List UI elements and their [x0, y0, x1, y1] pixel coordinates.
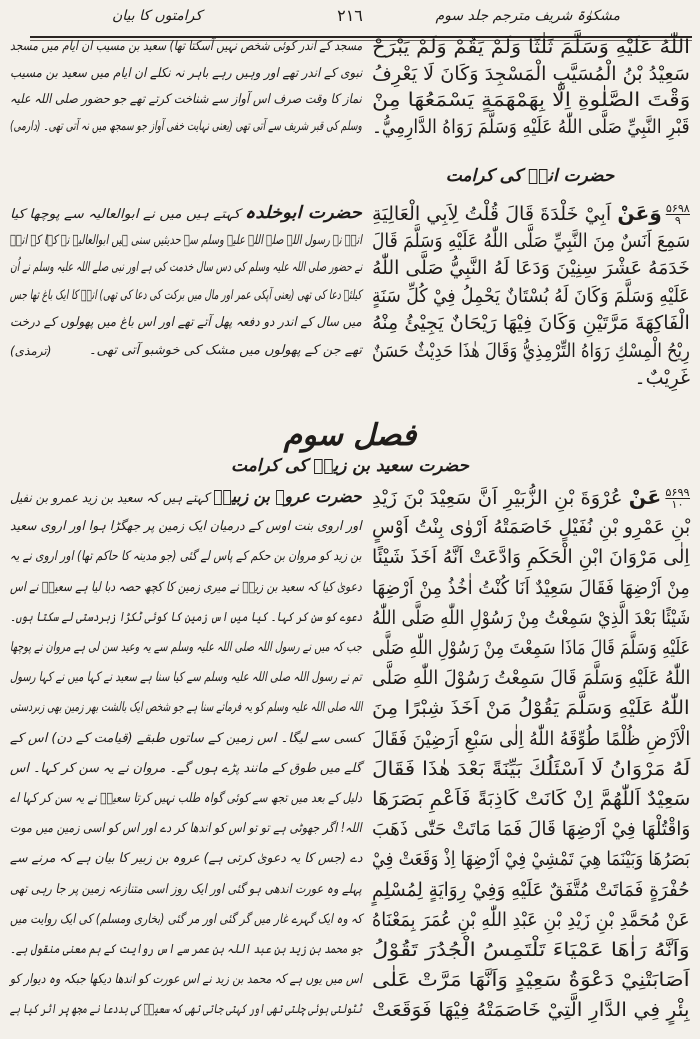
line-text: شَيْئًا بَعْدَ الَّذِيْ سَمِعْتُ مِنْ رَسُوْلِ اللّٰهِ صَلَّى اللّٰهُ	[371, 606, 690, 629]
hadith-number	[666, 487, 690, 510]
line-text: مِنْ اَرْضِهَا فَقَالَ سَعِيْدٌ اَنَا كُنْتُ اٰخُذُ مِنْ اَرْضِهَا	[372, 576, 690, 599]
line-text: الْفَاكِهَةَ مَرَّتَيْنِ وَكَانَ فِيْهَا رَيْحَانٌ يَجِيْئُ مِنْهُ	[372, 312, 690, 334]
lead-words: عَنْ	[629, 485, 662, 509]
line-text: دلیل کے بعد میں تجھ سے کوئی گواہ طلب نہیں کرتا سعیدؓ نے یہ سن کر کہا اے	[9, 791, 362, 806]
text-line	[372, 227, 690, 255]
line-text: سَعِيْدٌ اَللّٰهُمَّ اِنْ كَانَتْ كَاذِبَةً فَاَعْمِ بَصَرَهَا	[371, 788, 690, 810]
text-line	[10, 815, 362, 843]
text-line	[10, 876, 362, 904]
line-text: اللّٰهُ عَلَيْهِ وَسَلَّمَ يَقُوْلُ مَنْ اَخَذَ شِبْرًا مِنَ	[372, 697, 690, 720]
citation: (ترمذی)	[10, 343, 52, 358]
text-line	[372, 664, 690, 692]
text-line	[372, 694, 690, 722]
line-text: نماز کا وقت صرف اس آواز سے شناخت کرتے تھے جو حضور صلی اللہ علیہ	[10, 92, 362, 107]
text-line	[372, 483, 690, 511]
book-title: مشکوٰۃ شریف مترجم جلد سوم	[435, 8, 620, 24]
text-line	[10, 634, 362, 662]
text-line	[372, 936, 690, 964]
line-text: بْنِ عَمْرِو بْنِ نُفَيْلٍ خَاصَمَتْهُ اَرْوٰى بِنْتُ اَوْسٍ	[371, 516, 690, 539]
line-text: مسجد کے اندر کوئی شخص نہیں آسکتا تھا) سعید بن مسیب ان ایام میں مسجد	[9, 39, 362, 54]
text-line	[10, 282, 362, 310]
line-text: کسی سے لیگا۔ اس زمین کے ساتوں طبقے (قیامت کے دن) اس کے	[9, 730, 362, 746]
line-text: بِئْرٍ فِي الدَّارِ الَّتِيْ خَاصَمَتْهُ فِيْهَا فَوَقَعَتْ	[372, 999, 690, 1022]
hadith-number-sub: ۹	[675, 214, 682, 227]
text-line	[372, 604, 690, 632]
text-line	[10, 906, 362, 934]
line-text: قَبْرِ النَّبِيِّ صَلَّى اللّٰهُ عَلَيْهِ وَسَلَّمَ رَوَاهُ الدَّارِمِيُّ۔	[372, 116, 690, 139]
section-title: فصل سوم	[283, 418, 417, 453]
line-text: اللّٰهُ عَلَيْهِ وَسَلَّمَ قَالَ سَمِعْتُ رَسُوْلَ اللّٰهِ صَلَّى	[371, 667, 690, 690]
line-text: وَاَنَّهُ رَاٰهَا عَمْيَاءَ تَلْتَمِسُ الْجُدُرَ تَقُوْلُ	[372, 939, 690, 961]
text-line	[372, 725, 690, 753]
text-line	[372, 574, 690, 602]
line-text: الْاَرْضِ ظُلْمًا طُوِّقَهُ اللّٰهُ اِلٰى سَبْعِ اَرَضِيْنَ فَقَالَ	[371, 727, 690, 750]
chapter-title: کرامتوں کا بیان	[112, 8, 203, 24]
text-line	[10, 785, 362, 813]
text-line	[372, 337, 690, 365]
text-line	[371, 785, 690, 813]
line-text: غَرِيْبٌ۔	[634, 367, 690, 389]
line-text: وسلم کی قبر شریف سے آتی تھی (یعنی نہایت خفی آواز جو سمجھ میں نہ آتی تھی۔ (دارمی)	[10, 118, 362, 134]
text-line	[10, 845, 362, 873]
text-line	[10, 86, 362, 114]
hadith-number-sub: ۱۰	[671, 498, 684, 511]
text-line	[372, 282, 690, 310]
text-line	[372, 966, 690, 994]
text-line	[10, 113, 362, 141]
line-text: انسؓ نے رسول اللہ صلے اللہ علیہ وسلم سے حدیثیں سنی ہیں ابوالعالیہ نے کہا کہ انسؓ	[10, 232, 362, 248]
text-line	[10, 936, 362, 964]
line-text: وَاقْتُلْهَا فِيْ اَرْضِهَا قَالَ فَمَا مَاتَتْ حَتّٰى ذَهَبَ	[371, 818, 690, 841]
text-line	[10, 483, 362, 511]
text-line	[372, 33, 690, 61]
text-line	[372, 513, 690, 541]
line-text: نبوی کے اندر تھے اور وہیں رہے باہر نہ نکلے ان ایام میں سعید بن مسیب	[9, 65, 362, 81]
hadith-number-main: ۵۶۹۹	[665, 486, 690, 499]
line-text: عَلَيْهِ وَسَلَّمَ قَالَ مَاذَا سَمِعْتَ مِنْ رَسُوْلِ اللّٰهِ صَلَّى	[371, 637, 690, 659]
text-line	[10, 604, 362, 632]
text-line	[372, 845, 690, 873]
line-text: اللہ صلی اللہ علیہ وسلم کو یہ فرماتے سنا ہے جو شخص ایک بالشت بھر زمین بھی زبردستی	[9, 700, 362, 716]
text-line	[372, 996, 690, 1024]
line-text: اور اروی بنت اوس کے درمیان ایک زمین پر جھگڑا ہوا اور اروی سعید	[10, 519, 362, 535]
text-line	[10, 513, 362, 541]
text-line	[372, 113, 690, 141]
line-text: پہلے وہ عورت اندھی ہو گئی اور ایک روز اسی متنازعہ زمین پر جا رہی تھی	[10, 881, 362, 897]
heading-saeed-karamat: حضرت سعید بن زیدؓ کی کرامت	[231, 456, 469, 476]
text-line	[372, 755, 690, 783]
text-line	[89, 337, 362, 365]
line-text: رِيْحُ الْمِسْكِ رَوَاهُ التِّرْمِذِيُّ وَقَالَ هٰذَا حَدِيْثٌ حَسَنٌ	[372, 339, 690, 362]
text-line	[372, 86, 690, 114]
text-line	[10, 543, 362, 571]
text-line	[10, 694, 362, 722]
line-text: جب کہ میں نے رسول اللہ صلی اللہ علیہ وسلم سے یہ وعید سن لی ہے مروان نے پوچھا	[10, 640, 362, 655]
line-text: بَصَرُهَا وَبَيْنَمَا هِيَ تَمْشِيْ فِيْ اَرْضِهَا اِذْ وَقَعَتْ فِيْ	[372, 848, 690, 871]
line-text: کہتے ہیں میں نے ابوالعالیہ سے پوچھا کیا	[10, 207, 241, 222]
line-text: جو محمد بن زید بن عبد اللہ بن عمر سے اس روایت کے ہم معنی منقول ہے۔	[9, 942, 362, 957]
line-text: اَصَابَتْنِيْ دَعْوَةُ سَعِيْدٍ وَاَنَّهَا مَرَّتْ عَلٰى	[372, 969, 690, 992]
line-text: اس میں یوں ہے کہ محمد بن زید نے اس عورت کو اندھا دیکھا جبکہ وہ دیوار کو	[10, 972, 362, 988]
line-text: حُفْرَةٍ فَمَاتَتْ مُتَّفَقٌ عَلَيْهِ وَفِيْ رِوَايَةٍ لِمُسْلِمٍ	[372, 878, 690, 901]
text-line	[635, 364, 691, 392]
line-text: عُرْوَةَ بْنِ الزُّبَيْرِ اَنَّ سَعِيْدَ بْنَ زَيْدِ	[372, 487, 623, 509]
text-line	[372, 199, 690, 227]
text-line	[10, 309, 362, 337]
text-line	[372, 634, 690, 662]
line-text: دے (جس کا یہ دعویٰ کرتی ہے) عروہ بن زبیر کا بیان ہے کہ مرنے سے	[9, 851, 362, 867]
line-text: سَمِعَ اَنَسٌ مِنَ النَّبِيِّ صَلَّى اللّٰهُ عَلَيْهِ وَسَلَّمَ قَالَ	[371, 229, 690, 252]
line-text: اللہ! اگر جھوٹی ہے تو تو اس کو اندھا کر دے اور اس کو اسی زمین میں موت	[10, 821, 362, 837]
line-text: لَهُ مَرْوَانُ لَا اَسْئَلُكَ بَيِّنَةً بَعْدَ هٰذَا فَقَالَ	[371, 757, 690, 780]
line-text: عَلَيْهِ وَسَلَّمَ وَكَانَ لَهُ بُسْتَانٌ يَحْمِلُ فِيْ كُلِّ سَنَةٍ	[372, 284, 690, 307]
text-line	[10, 33, 362, 61]
line-text: نے حضور صلی اللہ علیہ وسلم کی دس سال خدمت کی ہے اور نبی صلے اللہ علیہ وسلم نے اُن	[9, 260, 362, 275]
text-line	[10, 996, 362, 1024]
text-line	[10, 227, 362, 255]
line-text: سَعِيْدُ بْنُ الْمُسَيَّبِ الْمَسْجِدَ وَكَانَ لَا يَعْرِفُ	[372, 62, 690, 85]
text-line	[10, 966, 362, 994]
text-line	[372, 254, 690, 282]
text-line	[372, 876, 690, 904]
line-text: تم نے رسول اللہ صلی اللہ علیہ وسلم سے کیا سنا ہے سعید نے کہا میں نے کہا رسول	[10, 670, 362, 686]
lead-words: وَعَنْ	[617, 201, 663, 225]
line-text: دعوے کو سن کر کہا۔ کیا میں اس زمین کا کوئی ٹکڑا زبردستی لے سکتا ہوں۔	[9, 609, 362, 625]
line-text: کیلئے دعا کی تھی (یعنی آپکی عمر اور مال میں برکت کی دعا کی تھی) انسؓ کا ایک باغ تھا جس	[10, 287, 362, 303]
line-text: میں سال کے اندر دو دفعہ پھل آتے تھے اور اس باغ میں پھولوں کے درخت	[10, 315, 362, 330]
line-text: عَنْ مُحَمَّدِ بْنِ زَيْدِ بْنِ عَبْدِ اللّٰهِ بْنِ عُمَرَ بِمَعْنَاهُ	[372, 908, 690, 931]
text-line	[372, 60, 690, 88]
line-text: گلے میں طوق کے مانند پڑے ہوں گے۔ مروان نے یہ سن کر کہا۔ اس	[10, 760, 362, 776]
line-text: کہ وہ ایک گہرے غار میں گر گئی اور مر گئی (بخاری ومسلم) کی ایک روایت میں	[9, 911, 362, 927]
line-text: دعویٰ کیا کہ سعید بن زیدؓ نے میری زمین کا کچھ حصہ دبا لیا ہے سعیدؓ نے اس	[10, 579, 362, 595]
text-line	[10, 60, 362, 88]
text-line	[10, 199, 362, 227]
line-text: تھے جن کے پھولوں میں مشک کی خوشبو آتی تھی۔	[88, 342, 362, 358]
lead-words: حضرت عروہ بن زبیرؓ	[213, 487, 362, 507]
text-line	[372, 543, 690, 571]
text-line	[10, 755, 362, 783]
line-text: بن زید کو مروان بن حکم کے پاس لے گئی (جو مدینہ کا حاکم تھا) اور اروی نے یہ	[10, 549, 362, 565]
hadith-number-main: ۵۶۹۸	[666, 202, 690, 215]
text-line	[10, 574, 362, 602]
lead-words: حضرت ابوخلدہ	[244, 203, 362, 223]
page-number: ٢١٦	[337, 6, 363, 25]
text-line	[372, 815, 690, 843]
hadith-number	[666, 203, 690, 226]
text-line	[10, 664, 362, 692]
line-text: اللّٰهُ عَلَيْهِ وَسَلَّمَ ثَلٰثًا وَلَمْ يَقُمْ وَلَمْ يَبْرَحْ	[371, 36, 690, 58]
line-text: کہتے ہیں کہ سعید بن زید عمرو بن نفیل	[10, 491, 210, 506]
text-line	[372, 309, 690, 337]
heading-anas-karamat: حضرت انسؓ کی کرامت	[445, 166, 615, 186]
text-line	[10, 254, 362, 282]
line-text: وَقْتَ الصَّلٰوةِ اِلَّا بِهَمْهَمَةٍ يَسْمَعُهَا مِنْ	[371, 89, 690, 112]
line-text: اَبِيْ خَلْدَةَ قَالَ قُلْتُ لِاَبِي الْعَالِيَةِ	[372, 203, 612, 225]
text-line	[372, 906, 690, 934]
line-text: اِلٰى مَرْوَانَ ابْنِ الْحَكَمِ وَادَّعَتْ اَنَّهُ اَخَذَ شَيْئًا	[372, 546, 690, 569]
line-text: خَدَمَهُ عَشْرَ سِنِيْنَ وَدَعَا لَهُ النَّبِيُّ صَلَّى اللّٰهُ	[372, 257, 690, 279]
line-text: ٹٹولتی ہوئی چلتی تھی اور کہتی جاتی تھی کہ سعیدؓ کی بددعا نے مجھ پر اثر کیا ہے	[10, 1002, 362, 1018]
text-line	[10, 725, 362, 753]
